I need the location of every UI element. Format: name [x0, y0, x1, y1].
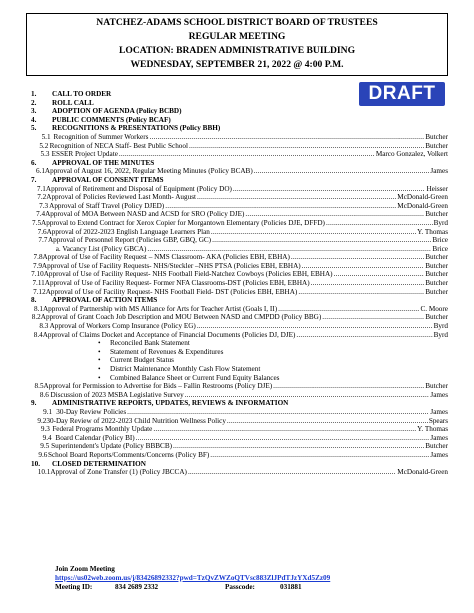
item-number: 8.2	[31, 313, 41, 322]
leader-dots	[326, 219, 433, 228]
item-label: Approval of Workers Comp Insurance (Policy EG)	[49, 322, 196, 331]
item-label: Discussion of 2023 MSBA Legislative Survey	[50, 390, 184, 399]
item-number: 9.3	[40, 425, 50, 434]
section-9-items	[26, 408, 448, 460]
item-number: 7.9	[32, 261, 42, 270]
item-presenter: Heisser	[426, 184, 448, 193]
item-presenter: Byrd	[433, 218, 448, 227]
item-number: 5.1	[41, 132, 51, 141]
item-number: 6.1	[35, 167, 45, 176]
leader-dots	[311, 279, 425, 288]
item-presenter: Butcher	[425, 141, 448, 150]
agenda-item	[26, 270, 448, 279]
agenda-item	[26, 451, 448, 460]
item-presenter: Butcher	[425, 253, 448, 262]
agenda-item	[26, 391, 448, 400]
agenda-item	[26, 219, 448, 228]
leader-dots	[296, 331, 432, 340]
leader-dots	[188, 468, 396, 477]
leader-dots	[119, 150, 375, 159]
section-heading: 7. APPROVAL OF CONSENT ITEMS	[31, 175, 164, 184]
bullet-text: Combined Balance Sheet or Current Fund Equity Balances	[110, 373, 280, 382]
header-meeting-type: REGULAR MEETING	[188, 31, 286, 42]
item-number: 5.2	[39, 141, 49, 150]
section-heading: 1. CALL TO ORDER	[31, 90, 112, 98]
section-10-items	[26, 468, 448, 477]
item-presenter: C. Moore	[420, 304, 448, 313]
item-presenter: Butcher	[425, 313, 448, 322]
item-label: Approval of Use of Facility Requests- NHS/Steckler –NHS PTSA (Policies EBH, EBHA)	[41, 261, 301, 270]
item-number: 7.5	[32, 218, 42, 227]
leader-dots	[302, 262, 425, 271]
item-presenter: Butcher	[425, 279, 448, 288]
item-label: Approval of Use of Facility Request- NHS Football Field-Natchez Cowboys (Policies EBH, EBHA)	[43, 270, 333, 279]
item-presenter: Butcher	[425, 270, 448, 279]
agenda-item	[26, 193, 448, 202]
leader-dots	[210, 451, 429, 460]
leader-dots	[291, 253, 424, 262]
meeting-id-value: 834 2689 2332	[115, 583, 159, 591]
bullet-icon: •	[98, 339, 101, 348]
bullet-icon: •	[98, 365, 101, 373]
item-presenter: James	[430, 390, 448, 399]
item-number: 8.3	[39, 322, 49, 331]
item-label: Board Calendar (Policy BI)	[55, 433, 135, 442]
header-date: WEDNESDAY, SEPTEMBER 21, 2022 @ 4:00 P.M.	[130, 59, 344, 70]
item-presenter: Byrd	[433, 330, 448, 339]
item-label: Approval of Partnership with MS Alliance for Arts for Teacher Artist (Goals I, II)	[42, 304, 278, 313]
item-presenter: Butcher	[425, 261, 448, 270]
draft-stamp: DRAFT	[359, 82, 445, 106]
section-8-items-continued	[26, 382, 448, 399]
item-presenter: Y. Thomas	[417, 425, 448, 434]
agenda-item	[26, 279, 448, 288]
item-number: 9.6	[38, 450, 48, 459]
section-7-items	[26, 185, 448, 297]
item-label: a. Vacancy List (Policy GBCA)	[55, 244, 147, 253]
section-heading: 6. APPROVAL OF THE MINUTES	[31, 158, 155, 167]
item-number: 10.1	[37, 468, 51, 477]
item-number: 8.1	[34, 304, 43, 313]
item-presenter: McDonald-Green	[397, 468, 448, 477]
section-heading: 2. ROLL CALL	[31, 98, 94, 107]
item-label: Approval of Personnel Report (Policies GBP, GBQ, GC)	[47, 236, 212, 245]
item-presenter: McDonald-Green	[397, 201, 448, 210]
agenda-item	[26, 425, 448, 434]
item-label: Federal Programs Monthly Update	[52, 425, 153, 434]
item-label: Approval of Use of Facility Request – NMS Classroom- AKA (Policies EBH, EBHA)	[42, 253, 290, 262]
bullet-item	[26, 365, 448, 374]
leader-dots	[165, 202, 396, 211]
agenda-item	[26, 262, 448, 271]
agenda-item	[26, 150, 448, 159]
agenda-item	[26, 322, 448, 331]
item-number: 9.5	[40, 442, 50, 451]
item-number: 9.1	[43, 407, 53, 416]
agenda-item	[26, 210, 448, 219]
leader-dots	[212, 236, 431, 245]
leader-dots	[298, 288, 424, 297]
item-label: Approval of 2022-2023 English Language Learners Plan	[46, 227, 210, 236]
leader-dots	[278, 305, 419, 314]
item-number: 8.6	[39, 390, 49, 399]
item-number: 7.10	[31, 270, 44, 279]
bullet-icon: •	[98, 356, 101, 365]
passcode-label: Passcode:	[225, 583, 255, 591]
item-presenter: Butcher	[425, 382, 448, 391]
item-label: Approval to Extend Contract for Xerox Copier for Morgantown Elementary (Policies DJE, DFFD)	[41, 218, 325, 227]
item-label: Approval of Claims Docket and Acceptance of Financial Documents (Policies DJ, DJE)	[42, 330, 296, 339]
leader-dots	[189, 142, 424, 151]
bullet-item	[26, 339, 448, 348]
item-number: 7.12	[33, 287, 46, 296]
leader-dots	[197, 322, 433, 331]
item-number: 7.7	[38, 236, 48, 245]
header-location: LOCATION: BRADEN ADMINISTRATIVE BUILDING	[118, 45, 356, 56]
item-presenter: Butcher	[425, 442, 448, 451]
section-5-items	[26, 133, 448, 159]
header-board-name: NATCHEZ-ADAMS SCHOOL DISTRICT BOARD OF TRUSTEES	[96, 17, 378, 28]
leader-dots	[136, 434, 430, 443]
item-label: Approval of Use of Facility Request- Former NFA Classrooms-DST (Policies EBH, EBHA)	[44, 279, 310, 288]
item-label: Recognition of NECA Staff- Best Public School	[49, 141, 188, 150]
agenda-item	[26, 245, 448, 254]
leader-dots	[334, 270, 425, 279]
leader-dots	[127, 408, 429, 417]
passcode-value: 031881	[280, 583, 302, 591]
bullet-text: Reconciled Bank Statement	[110, 339, 190, 348]
item-number: 7.11	[32, 279, 45, 288]
leader-dots	[153, 425, 416, 434]
item-number: 7.4	[36, 210, 46, 219]
bullet-text: District Maintenance Monthly Cash Flow Statement	[110, 365, 261, 373]
agenda-item	[26, 442, 448, 451]
item-presenter: James	[430, 407, 448, 416]
item-presenter: Spears	[428, 416, 448, 425]
agenda-item	[26, 468, 448, 477]
item-label: Approval of MOA Between NASD and ACSD for SRO (Policy DJE)	[45, 210, 245, 219]
agenda-item	[26, 417, 448, 426]
item-presenter: James	[430, 167, 448, 176]
bullet-icon: •	[98, 373, 101, 382]
item-presenter: James	[430, 450, 448, 459]
agenda-item	[26, 142, 448, 151]
item-presenter: Brice	[432, 236, 448, 245]
agenda-item	[26, 253, 448, 262]
leader-dots	[149, 133, 424, 142]
agenda-item	[26, 202, 448, 211]
item-number: 7.6	[37, 227, 47, 236]
section-heading: 9. ADMINISTRATIVE REPORTS, UPDATES, REVIEWS & INFORMATION	[31, 399, 289, 408]
agenda-item	[26, 408, 448, 417]
section-6-items	[26, 167, 448, 176]
item-number: 7.1	[36, 184, 46, 193]
item-presenter: Brice	[432, 244, 448, 253]
item-presenter: McDonald-Green	[397, 193, 448, 202]
leader-dots	[185, 391, 430, 400]
item-label: Approval of Grant Coach Job Description and MOU Between NASD and CMPDD (Policy BBG)	[40, 313, 322, 322]
leader-dots	[173, 442, 424, 451]
zoom-link[interactable]: https://us02web.zoom.us/j/83426892332?pwd=TzQvZWZoQTVsc883ZlJPdTJzYXd5Zz09	[55, 574, 331, 582]
item-label: 30-Day Review of 2022-2023 Child Nutrition Wellness Policy	[46, 416, 226, 425]
item-label: School Board Reports/Comments/Concerns (Policy BF)	[47, 450, 210, 459]
item-label: Recognition of Summer Workers	[53, 132, 149, 141]
bullet-text: Current Budget Status	[110, 356, 174, 365]
item-number: 9.4	[42, 433, 52, 442]
item-label: Approval of Staff Travel (Policy DJED)	[49, 201, 165, 210]
section-8-items	[26, 305, 448, 339]
agenda-item	[26, 434, 448, 443]
section-heading: 4. PUBLIC COMMENTS (Policy BCAF)	[31, 115, 171, 124]
item-label: Approval of Use of Facility Request- NHS Football Field- DST (Policies EBH, EBHA)	[45, 287, 298, 296]
item-number: 8.5	[34, 382, 44, 391]
agenda-item	[26, 167, 448, 176]
item-presenter: Marco Gonzalez, Volkert	[375, 150, 448, 159]
leader-dots	[147, 245, 431, 254]
leader-dots	[197, 193, 396, 202]
bullet-text: Statement of Revenues & Expenditures	[110, 347, 224, 356]
bullet-icon: •	[98, 347, 101, 356]
section-heading: 10. CLOSED DETERMINATION	[31, 459, 146, 468]
zoom-info	[55, 565, 330, 592]
leader-dots	[322, 313, 424, 322]
item-presenter: Butcher	[425, 210, 448, 219]
bullet-item	[26, 348, 448, 357]
item-label: 30-Day Review Policies	[56, 407, 127, 416]
leader-dots	[211, 228, 416, 237]
agenda-header	[26, 13, 448, 76]
leader-dots	[227, 417, 428, 426]
section-heading: 8. APPROVAL OF ACTION ITEMS	[31, 296, 158, 305]
bullet-item	[26, 356, 448, 365]
item-presenter: Butcher	[425, 287, 448, 296]
item-presenter: Butcher	[425, 132, 449, 141]
bullet-item	[26, 374, 448, 383]
agenda-item	[26, 313, 448, 322]
section-heading: 3. ADOPTION OF AGENDA (Policy BCBD)	[31, 107, 182, 116]
agenda-item	[26, 288, 448, 297]
item-number: 5.3	[40, 150, 50, 159]
leader-dots	[273, 382, 424, 391]
agenda-item	[26, 305, 448, 314]
item-label: Approval of Policies Reviewed Last Month- August	[46, 193, 196, 202]
item-label: Approval of August 16, 2022, Regular Meeting Minutes (Policy BCAB)	[44, 167, 253, 176]
item-label: Approval of Zone Transfer (1) (Policy JBCCA)	[50, 468, 187, 477]
item-label: Superintendent's Update (Policy BBBCB)	[51, 442, 173, 451]
item-number: 9.2	[37, 416, 47, 425]
item-presenter: Byrd	[433, 322, 448, 331]
section-heading: 5. RECOGNITIONS & PRESENTATIONS (Policy BBH)	[31, 124, 221, 133]
agenda-item	[26, 382, 448, 391]
item-number: 7.8	[33, 253, 43, 262]
leader-dots	[233, 185, 426, 194]
agenda-item	[26, 331, 448, 340]
zoom-meta	[55, 583, 330, 592]
agenda-item	[26, 133, 448, 142]
leader-dots	[245, 210, 424, 219]
item-presenter: James	[430, 433, 448, 442]
item-label: Approval of Retirement and Disposal of Equipment (Policy DO)	[45, 184, 232, 193]
item-presenter: Y. Thomas	[417, 227, 448, 236]
claims-docket-bullets	[26, 339, 448, 382]
agenda-item	[26, 185, 448, 194]
leader-dots	[254, 167, 430, 176]
agenda-item	[26, 236, 448, 245]
agenda-item	[26, 228, 448, 237]
agenda-list	[26, 90, 448, 477]
item-number: 7.2	[37, 193, 47, 202]
item-number: 8.4	[33, 330, 43, 339]
item-number: 7.3	[39, 201, 49, 210]
item-label: ESSER Project Update	[51, 150, 118, 159]
zoom-heading: Join Zoom Meeting	[55, 565, 115, 573]
meeting-id-label: Meeting ID:	[55, 583, 93, 591]
item-label: Approval for Permission to Advertise for Bids – Fallin Restrooms (Policy DJE)	[43, 382, 273, 391]
